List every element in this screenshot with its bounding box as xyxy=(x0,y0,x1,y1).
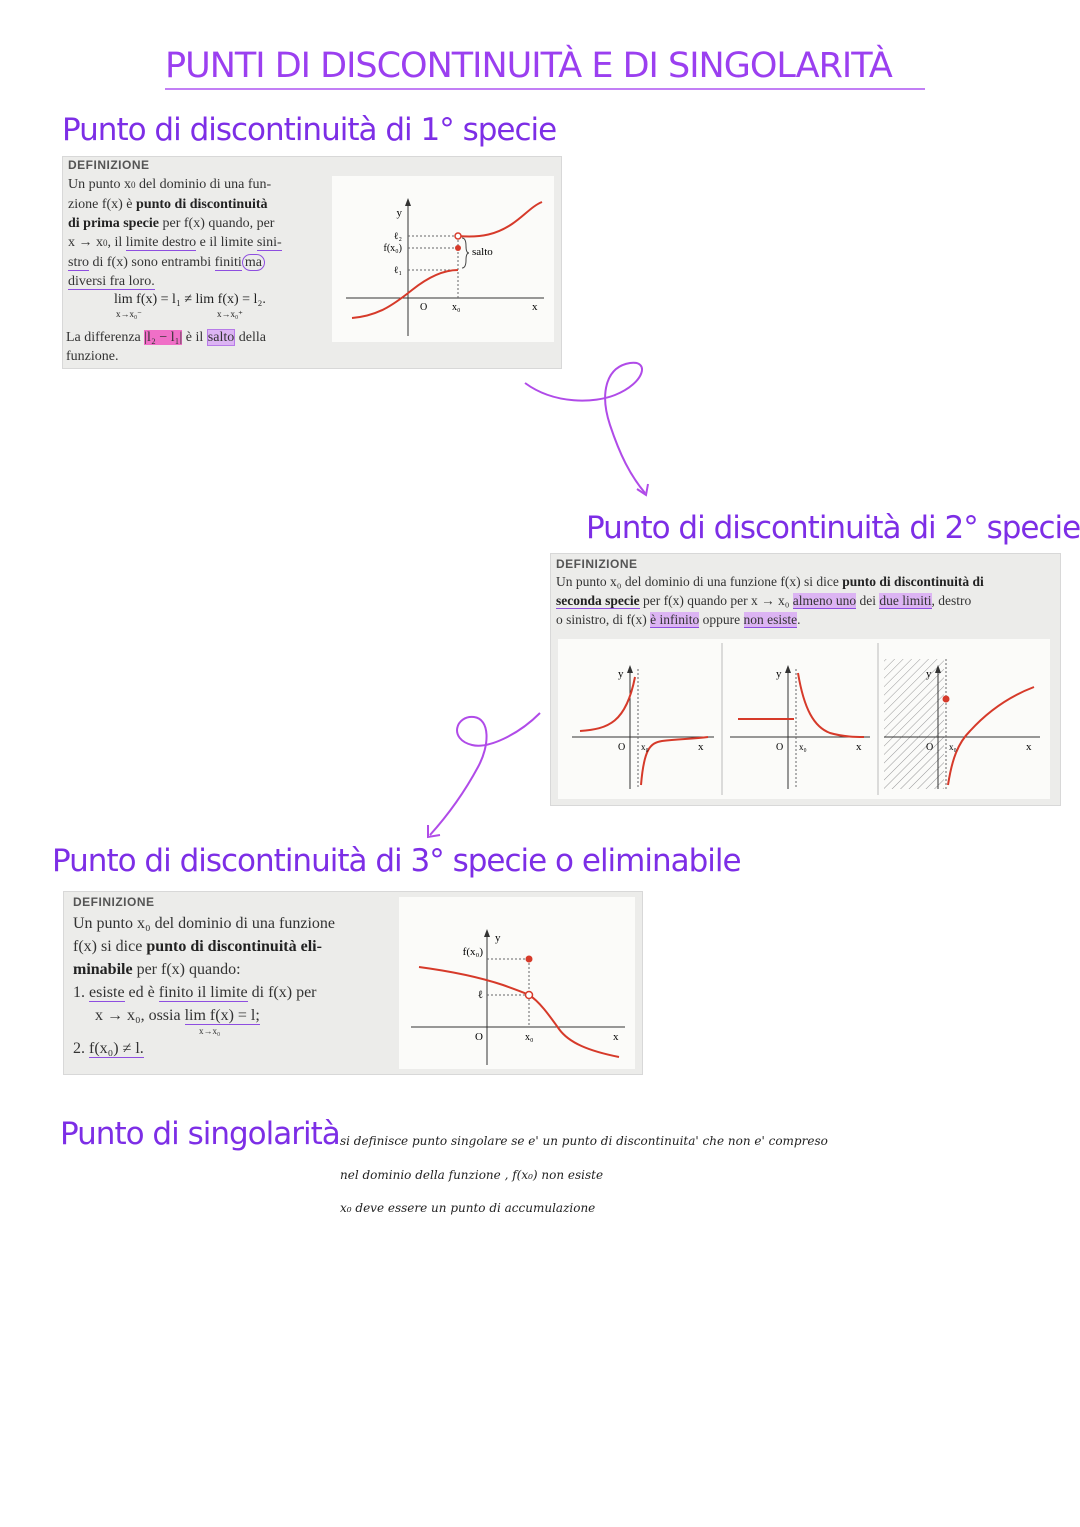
graph-3-x-label: x xyxy=(613,1031,619,1043)
definition-text-2: Un punto x₀ del dominio di una funzione f(x) si dice punto di discontinuità di seconda specie per f(x) quando per x → x₀ almeno uno dei due limiti, destro o sinistro, di f(x) è infinito oppure non esiste. xyxy=(556,574,984,627)
graph-3-x0-label: x₀ xyxy=(525,1032,534,1043)
graph-2a-y-label: y xyxy=(618,668,624,680)
graph-2a-x-label: x xyxy=(698,741,704,753)
graph-1-l1-label: ℓ₁ xyxy=(393,265,402,276)
graph-3-fx0-label: f(x₀) xyxy=(462,946,483,958)
graph-2b-x-label: x xyxy=(856,741,862,753)
graph-1-origin-label: O xyxy=(420,302,428,313)
definition-text-1: Un punto x0 del dominio di una fun- zione f(x) è punto di discontinuità di prima specie per f(x) quando, per x → x0, il limite destro e il limite sini- stro di f(x) sono entrambi finiti ma diversi fra loro. xyxy=(68,177,282,289)
definition-label: DEFINIZIONE xyxy=(73,895,155,909)
graph-2b-origin-label: O xyxy=(776,742,784,753)
graph-2a-origin-label: O xyxy=(618,742,626,753)
section-2-heading: Punto di discontinuità di 2° specie xyxy=(586,510,1080,546)
graph-2b-x0-label: x₀ xyxy=(799,742,807,752)
section-1-heading: Punto di discontinuità di 1° specie xyxy=(62,112,557,148)
graph-3-l-label: ℓ xyxy=(477,989,483,1001)
singularity-note-line-2: nel dominio della funzione , f(x₀) non esiste xyxy=(340,1168,604,1182)
graph-1 xyxy=(332,176,554,342)
definition-text-1b: La differenza |l₂ − l₁| è il salto della funzione. xyxy=(66,330,266,364)
graph-1-x-label: x xyxy=(532,301,538,313)
singularity-note-line-3: x₀ deve essere un punto di accumulazione xyxy=(340,1201,596,1215)
section-3-heading: Punto di discontinuità di 3° specie o eliminabile xyxy=(52,843,741,879)
graph-2b-y-label: y xyxy=(776,668,782,680)
page-title: PUNTI DI DISCONTINUITÀ E DI SINGOLARITÀ xyxy=(165,44,925,90)
graph-2c-x0-label: x₀ xyxy=(949,742,957,752)
definition-label: DEFINIZIONE xyxy=(68,158,150,172)
graph-2c-origin-label: O xyxy=(926,742,934,753)
graph-3-y-label: y xyxy=(495,932,501,944)
graph-1-fx0-label: f(x₀) xyxy=(383,243,402,254)
graph-3-origin-label: O xyxy=(475,1031,483,1043)
definition-card-2 xyxy=(550,553,1061,806)
graph-2c-y-label: y xyxy=(926,668,932,680)
graph-1-y-label: y xyxy=(396,207,402,219)
limit-formula-1-sub-left: x→x₀⁻ xyxy=(116,309,142,319)
connector-arrow-2 xyxy=(418,705,558,845)
graph-2a-x0-label: x₀ xyxy=(641,742,649,752)
graph-1-x0-label: x₀ xyxy=(452,302,461,313)
connector-arrow-1 xyxy=(515,355,665,505)
graph-2c-x-label: x xyxy=(1026,741,1032,753)
limit-formula-1: lim f(x) = l₁ ≠ lim f(x) = l₂. xyxy=(114,292,266,307)
limit-formula-1-sub-right: x→x₀⁺ xyxy=(217,309,243,319)
definition-text-3: Un punto x₀ del dominio di una funzione f(x) si dice punto di discontinuità eli- minabile per f(x) quando: 1. esiste ed è finito il limite di f(x) per x → x₀, ossia lim f(x) = l; x→x₀ 2. f(x₀) ≠ l. xyxy=(73,915,335,1057)
graphs-2 xyxy=(558,639,1050,799)
definition-card-1 xyxy=(62,156,562,369)
singularity-note-line-1: si definisce punto singolare se e' un punto di discontinuita' che non e' compreso xyxy=(340,1134,828,1148)
definition-card-3 xyxy=(63,891,643,1075)
graph-1-l2-label: ℓ₂ xyxy=(393,231,402,242)
section-4-heading: Punto di singolarità xyxy=(60,1116,340,1152)
definition-label: DEFINIZIONE xyxy=(556,557,638,571)
graph-1-salto-label: salto xyxy=(472,246,493,258)
graph-3 xyxy=(399,897,635,1069)
